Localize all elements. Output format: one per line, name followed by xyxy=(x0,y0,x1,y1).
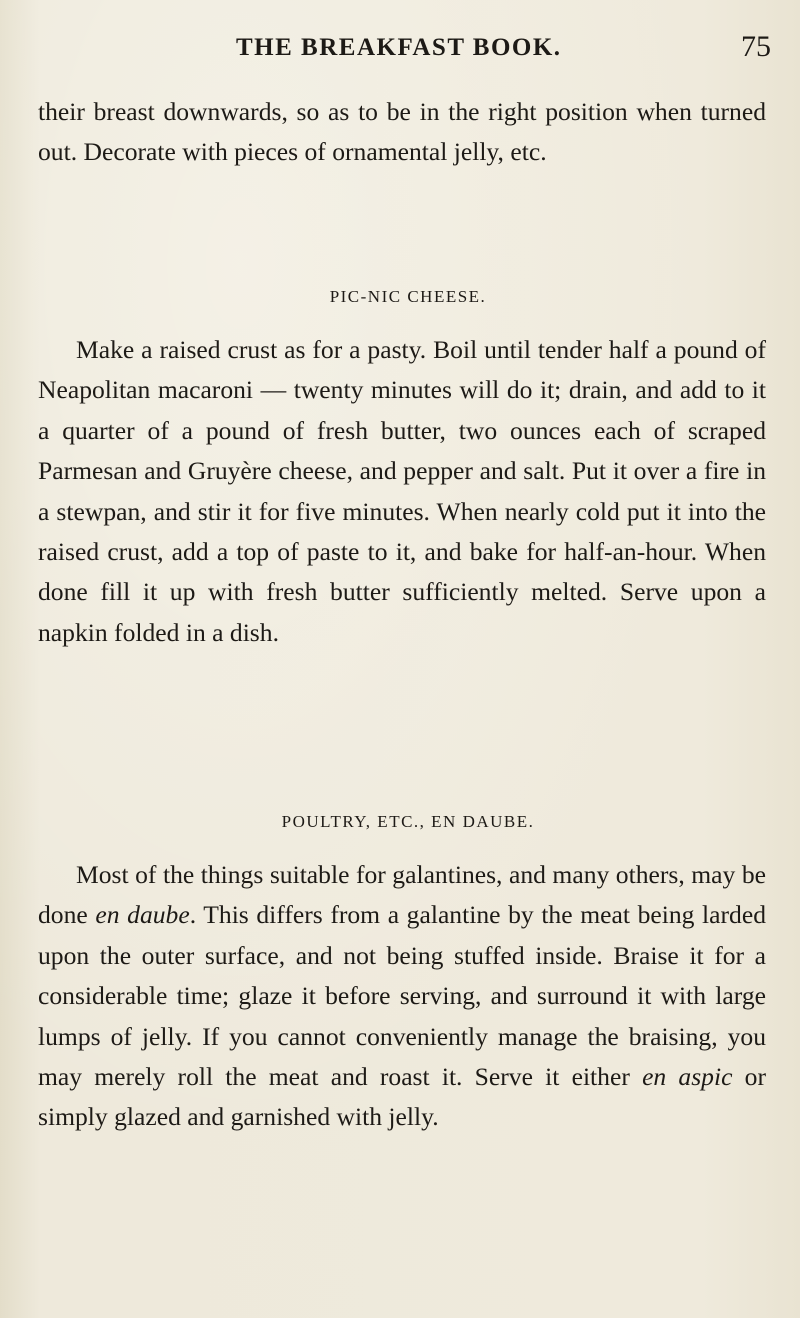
running-head xyxy=(0,30,800,74)
section-heading-poultry-en-daube: POULTRY, ETC., EN DAUBE. xyxy=(281,812,535,831)
italic-term: en aspic xyxy=(642,1062,733,1092)
paragraph-text: Make a raised crust as for a pasty. Boil until tender half a pound of Neapolitan macaroni — twenty minutes will do it; drain, and add to it a quarter of a pound of fresh butter, two ounces each of scraped Parmesan and Gruyère cheese, and pepper and salt. Put it over a fire in a stewpan, and stir it for five minutes. When nearly cold put it into the raised crust, add a top of paste to it, and bake for half-an-hour. When done fill it up with fresh butter sufficiently melted. Serve upon a napkin folded in a dish. xyxy=(38,335,766,647)
poultry-en-daube-paragraph xyxy=(38,855,766,1138)
paragraph-text xyxy=(38,855,766,1138)
paragraph-text: their breast downwards, so as to be in the right position when turned out. Decorate with pieces of ornamental jelly, etc. xyxy=(38,97,766,167)
text-run: or simply glazed and garnished with jelly. xyxy=(38,1062,766,1132)
italic-term: en daube xyxy=(95,900,190,930)
page-number: 75 xyxy=(741,30,771,63)
section-heading-picnic-cheese: PIC-NIC CHEESE. xyxy=(329,287,487,306)
picnic-cheese-paragraph xyxy=(38,330,766,653)
text-run: . This differs from a galantine by the meat being larded upon the outer surface, and not being stuffed inside. Braise it for a considerable time; glaze it before serving, and surround it with large lumps of jelly. If you cannot conveniently manage the braising, you may merely roll the meat and roast it. Serve it either xyxy=(38,900,766,1092)
text-run: Most of the things suitable for galantines, and many others, may be done xyxy=(38,860,766,930)
running-title: THE BREAKFAST BOOK. xyxy=(236,34,562,61)
continued-paragraph xyxy=(38,92,766,173)
